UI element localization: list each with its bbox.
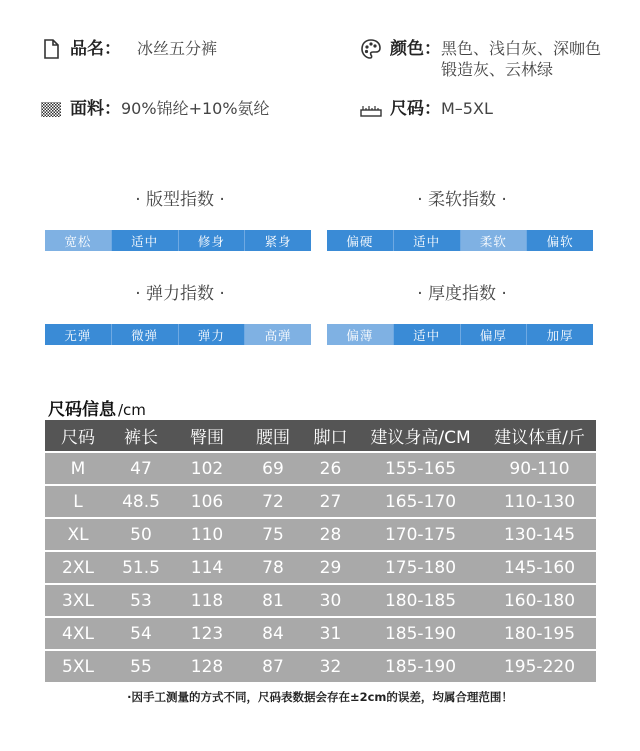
index-bar-softness	[327, 230, 593, 251]
palette-icon	[360, 38, 382, 60]
table-cell: 84	[262, 623, 284, 644]
table-header-cell: 脚口	[313, 428, 348, 448]
fabric-pattern-icon	[40, 98, 62, 120]
size-table-unit: /cm	[118, 401, 146, 419]
index-bar-stretch	[45, 324, 311, 345]
table-cell: XL	[67, 524, 89, 545]
index-title-fit: · 版型指数 ·	[135, 190, 225, 210]
table-cell: 48.5	[122, 491, 160, 512]
product-name-row	[40, 38, 217, 60]
table-header-row	[45, 420, 596, 451]
index-option: 宽松	[45, 230, 112, 251]
table-cell: 72	[262, 491, 284, 512]
table-cell: 106	[190, 491, 224, 512]
table-cell: 114	[190, 557, 224, 578]
table-row	[45, 649, 596, 682]
index-option: 偏软	[527, 230, 593, 251]
table-cell: 160-180	[503, 590, 576, 611]
table-cell: 28	[319, 524, 342, 545]
table-row	[45, 550, 596, 583]
product-fabric-row	[40, 98, 270, 120]
table-cell: 110	[190, 524, 224, 545]
ruler-icon	[360, 98, 382, 120]
table-cell: 29	[319, 557, 342, 578]
table-cell: M	[70, 458, 86, 479]
product-name-value: 冰丝五分裤	[137, 39, 218, 58]
table-header-cell: 尺码	[61, 428, 95, 448]
table-row	[45, 451, 596, 484]
table-cell: 170-175	[384, 524, 457, 545]
table-cell: 185-190	[384, 656, 457, 677]
table-cell: 155-165	[384, 458, 457, 479]
product-color-value-line1: 黑色、浅白灰、深咖色	[441, 39, 602, 58]
table-cell: 55	[130, 656, 152, 677]
table-cell: 4XL	[62, 623, 94, 644]
table-cell: 110-130	[503, 491, 576, 512]
index-option: 适中	[112, 230, 179, 251]
table-cell: 30	[319, 590, 342, 611]
table-cell: 102	[190, 458, 224, 479]
table-cell: 27	[319, 491, 342, 512]
table-cell: 90-110	[509, 458, 570, 479]
table-row	[45, 583, 596, 616]
table-cell: 118	[190, 590, 224, 611]
table-cell: 2XL	[62, 557, 94, 578]
table-cell: 32	[319, 656, 342, 677]
table-cell: 175-180	[384, 557, 457, 578]
index-option: 弹力	[179, 324, 246, 345]
table-cell: 51.5	[122, 557, 160, 578]
product-size-value: M–5XL	[441, 99, 493, 118]
index-option: 偏薄	[327, 324, 394, 345]
table-cell: 3XL	[62, 590, 94, 611]
table-cell: 195-220	[503, 656, 576, 677]
table-cell: 180-195	[503, 623, 576, 644]
table-row	[45, 616, 596, 649]
table-header-cell: 建议身高/CM	[370, 428, 471, 448]
index-bar-thickness	[327, 324, 593, 345]
table-header-cell: 臀围	[190, 428, 224, 448]
table-cell: 165-170	[384, 491, 457, 512]
product-fabric-value: 90%锦纶+10%氨纶	[121, 99, 270, 118]
table-cell: 123	[190, 623, 224, 644]
table-cell: 50	[130, 524, 152, 545]
table-cell: 130-145	[503, 524, 576, 545]
index-option: 偏硬	[327, 230, 394, 251]
index-bar-fit	[45, 230, 311, 251]
table-cell: L	[73, 491, 83, 512]
index-option: 修身	[179, 230, 246, 251]
table-cell: 26	[319, 458, 342, 479]
table-header-cell: 裤长	[124, 428, 158, 448]
index-option: 适中	[394, 230, 461, 251]
table-cell: 54	[130, 623, 152, 644]
product-color-value-line2: 锻造灰、云林绿	[441, 60, 554, 79]
index-title-softness: · 柔软指数 ·	[417, 190, 507, 210]
index-option: 偏厚	[461, 324, 528, 345]
index-option: 加厚	[527, 324, 593, 345]
table-cell: 145-160	[503, 557, 576, 578]
document-icon	[40, 38, 62, 60]
table-cell: 128	[190, 656, 224, 677]
index-option: 无弹	[45, 324, 112, 345]
table-cell: 81	[262, 590, 284, 611]
table-cell: 185-190	[384, 623, 457, 644]
product-size-row	[360, 98, 493, 120]
product-fabric-label: 面料：	[70, 99, 121, 119]
table-cell: 75	[262, 524, 284, 545]
table-cell: 47	[130, 458, 152, 479]
index-option: 微弹	[112, 324, 179, 345]
index-title-stretch: · 弹力指数 ·	[135, 284, 225, 304]
table-cell: 5XL	[62, 656, 94, 677]
index-option: 适中	[394, 324, 461, 345]
index-option: 柔软	[461, 230, 528, 251]
table-cell: 53	[130, 590, 152, 611]
table-cell: 180-185	[384, 590, 457, 611]
index-option: 紧身	[245, 230, 311, 251]
table-row	[45, 517, 596, 550]
product-color-row	[360, 38, 601, 80]
table-header-cell: 建议体重/斤	[494, 428, 585, 448]
table-cell: 31	[319, 623, 342, 644]
product-name-label: 品名：	[70, 39, 121, 59]
table-cell: 78	[262, 557, 284, 578]
product-size-label: 尺码：	[390, 99, 441, 119]
measurement-note: ·因手工测量的方式不同，尺码表数据会存在±2cm的误差，均属合理范围！	[127, 690, 513, 704]
size-table-title	[48, 395, 146, 420]
table-header-cell: 腰围	[256, 428, 290, 448]
size-table-title-text: 尺码信息	[48, 400, 116, 420]
size-table	[45, 420, 596, 682]
table-cell: 87	[262, 656, 284, 677]
table-row	[45, 484, 596, 517]
index-title-thickness: · 厚度指数 ·	[417, 284, 507, 304]
index-option: 高弹	[245, 324, 311, 345]
table-cell: 69	[262, 458, 284, 479]
product-color-label: 颜色：	[390, 39, 441, 59]
